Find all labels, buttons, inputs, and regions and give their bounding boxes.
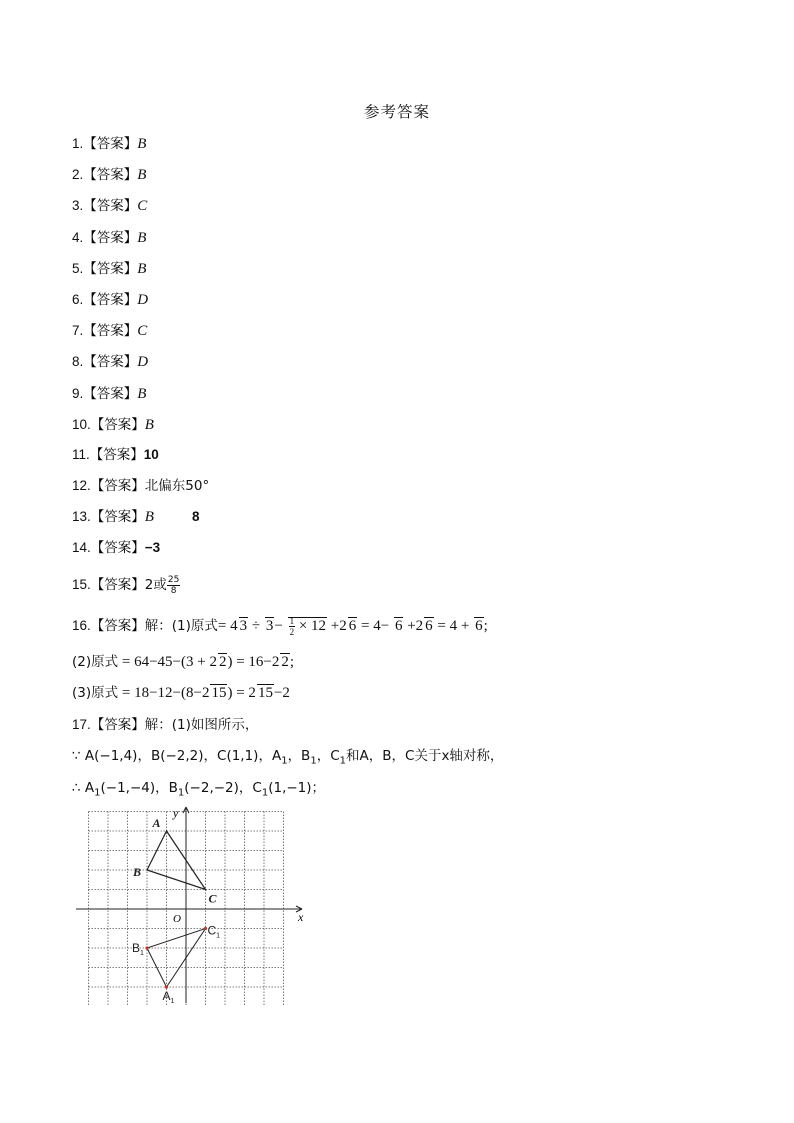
- answer-tag: 【答案】: [83, 323, 138, 340]
- answer-16-line-2: (2)原式 = 64−45−(3 + 2 2) = 16−2 2;: [72, 654, 295, 670]
- answer-12: 12.【答案】北偏东50°: [72, 478, 210, 494]
- answer-2: [72, 164, 146, 186]
- answer-tag: 【答案】: [83, 167, 138, 184]
- answer-choice: B: [137, 385, 147, 402]
- point-label-a1: $A_1$: [162, 989, 175, 1005]
- point-label-a: A: [152, 816, 161, 830]
- answer-8: [72, 351, 148, 373]
- answer-choice: B: [144, 416, 154, 433]
- triangle-a1b1c1: [147, 929, 206, 988]
- axes: [76, 807, 302, 1003]
- answer-15: 15.【答案】2或 $\frac{25}{8}$: [72, 574, 180, 596]
- answer-tag: 【答案】: [90, 416, 145, 433]
- answer-11: 11.【答案】10: [72, 447, 159, 463]
- question-number: 10.: [72, 416, 91, 432]
- point-label-c: C: [208, 891, 217, 906]
- question-number: 4.: [72, 229, 84, 245]
- question-number: 6.: [72, 292, 84, 307]
- answer-17-line-1: 17.【答案】解：(1)如图所示，: [72, 717, 259, 733]
- answer-tag: 【答案】: [83, 136, 138, 152]
- answer-4: [72, 227, 146, 249]
- question-number: 2.: [72, 167, 84, 183]
- answer-tag: 【答案】: [83, 292, 138, 308]
- answer-6: [72, 289, 148, 311]
- reflected-point-marker: [145, 946, 148, 949]
- point-label-b: B: [133, 865, 142, 879]
- point-label-b1: $B_1$: [132, 941, 144, 957]
- coordinate-figure: [76, 805, 316, 1005]
- answer-tag: 【答案】: [83, 354, 138, 371]
- answer-7: [72, 320, 147, 342]
- answer-3: [72, 195, 147, 217]
- answer-tag: 【答案】: [83, 229, 138, 246]
- answer-tag: 【答案】: [83, 385, 138, 402]
- answer-13: 13.【答案】B 8: [72, 509, 200, 525]
- answer-14: 14.【答案】−3: [72, 540, 161, 556]
- y-axis-label: y: [173, 806, 179, 820]
- answer-choice: C: [137, 198, 148, 215]
- point-subscript: 1: [140, 950, 144, 957]
- point-subscript: 1: [216, 932, 221, 940]
- question-number: 7.: [72, 323, 84, 339]
- answer-16-line-1: 16.【答案】解：(1)原式= 4 3 ÷ 3− $\frac{1}{2}$ × 12 +2 6 = 4− 6 +2 6 = 4 + 6;: [72, 616, 488, 638]
- question-number: 9.: [72, 385, 84, 401]
- question-number: 8.: [72, 354, 84, 370]
- point-label-c1: $C_1$: [207, 923, 221, 940]
- answer-1: [72, 133, 146, 155]
- page-title: 参考答案: [363, 103, 430, 121]
- triangle-abc: [147, 831, 206, 890]
- answer-16-line-3: (3)原式 = 18−12−(8−2 15) = 2 15−2: [72, 685, 290, 701]
- answer-choice: B: [137, 136, 147, 152]
- answer-choice: D: [137, 354, 149, 371]
- answer-17-line-2: ∵ A(−1,4)，B(−2,2)，C(1,1)，$A_1$，$B_1$，$C_1$和A，B，C关于x轴对称，: [72, 748, 504, 767]
- answer-choice: B: [137, 229, 147, 246]
- question-number: 5.: [72, 260, 84, 276]
- sqrt-fraction: $\frac{1}{2}$ × 12: [289, 616, 327, 638]
- answer-choice: B: [137, 260, 147, 277]
- answer-choice: C: [137, 323, 148, 340]
- answer-17-line-3: ∴ $A_1(-1,-4)$，$B_1(-2,-2)$，$C_1(1,-1)$；: [72, 780, 326, 799]
- answer-tag: 【答案】: [83, 260, 138, 277]
- answer-10: [72, 414, 154, 436]
- answer-9: [72, 383, 146, 405]
- triangles: [145, 831, 207, 989]
- answer-5: [72, 258, 146, 280]
- question-number: 3.: [72, 198, 84, 214]
- answer-choice: D: [137, 292, 149, 308]
- fraction: $\frac{25}{8}$: [167, 574, 180, 596]
- answer-choice: B: [137, 167, 147, 184]
- question-number: 1.: [72, 136, 84, 151]
- answer-tag: 【答案】: [83, 198, 138, 215]
- x-axis-label: x: [298, 910, 304, 924]
- origin-label: O: [173, 913, 181, 925]
- point-subscript: 1: [170, 998, 175, 1005]
